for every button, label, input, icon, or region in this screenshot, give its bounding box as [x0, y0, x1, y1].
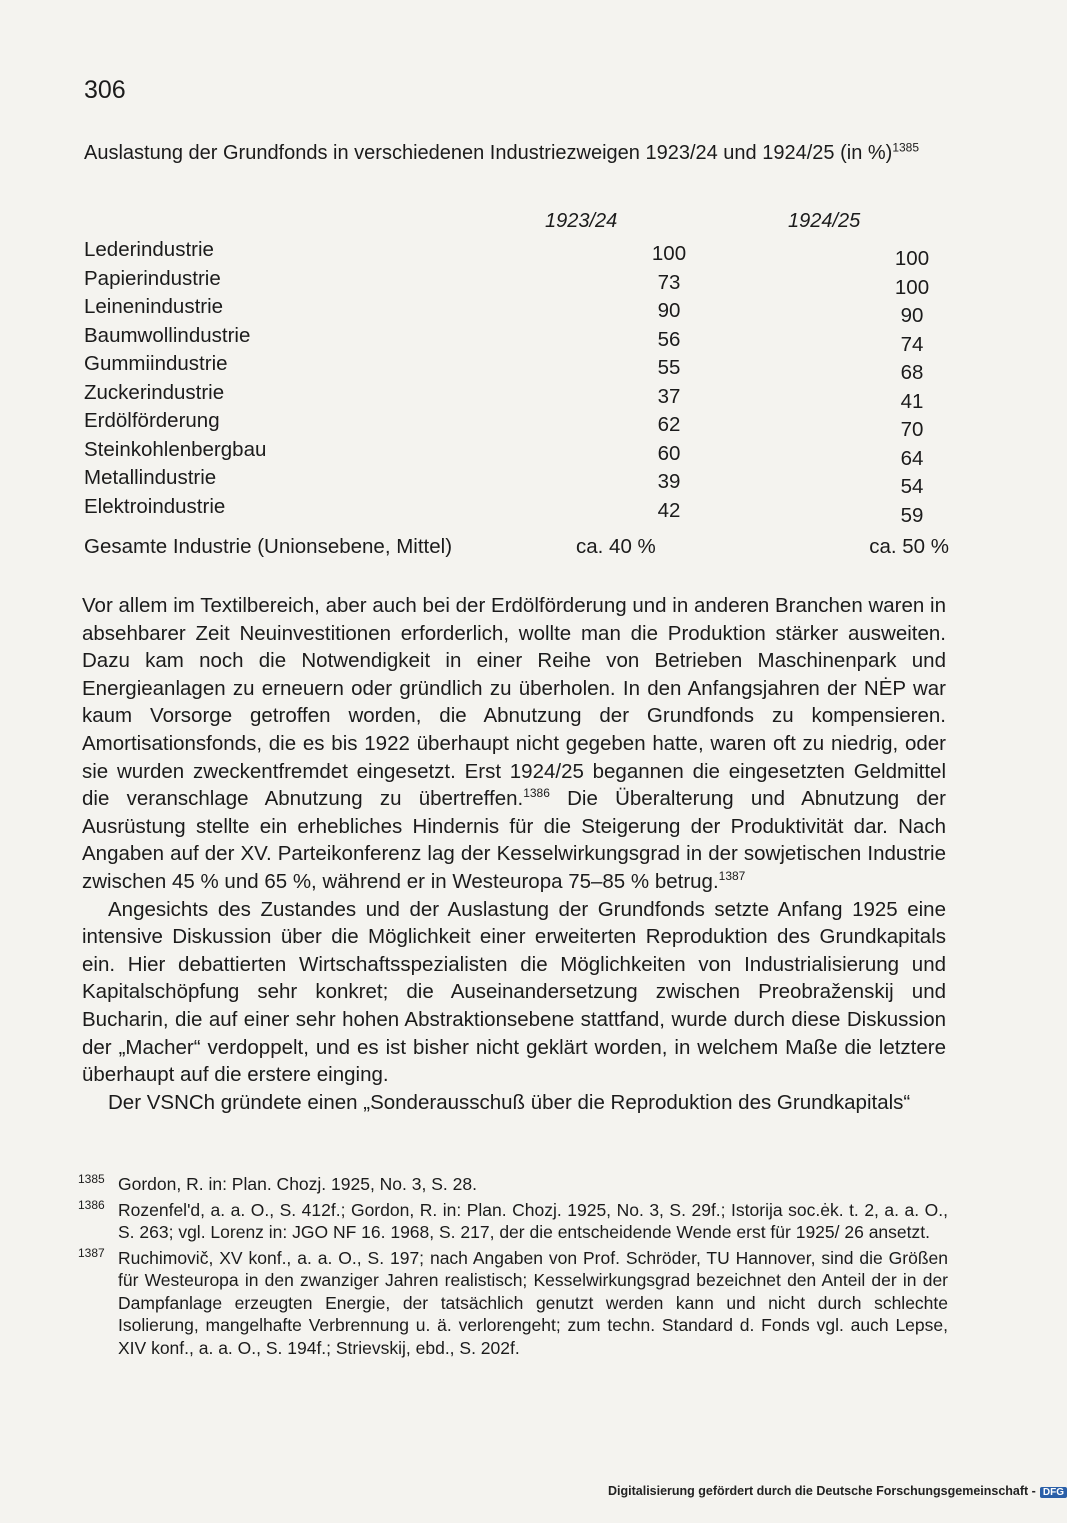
- footnote-number: 1387: [78, 1245, 105, 1260]
- table-total-row: [84, 535, 949, 563]
- value-1924-25: 100: [894, 275, 930, 299]
- body-text: [82, 592, 946, 1116]
- footnote-ref[interactable]: 1387: [718, 869, 746, 884]
- dfg-logo: DFG: [1040, 1487, 1067, 1498]
- value-1923-24: 100: [651, 242, 687, 265]
- footnote: [78, 1199, 948, 1244]
- footnote-number: 1385: [78, 1172, 105, 1186]
- table-row: [84, 466, 924, 498]
- paragraph: Angesichts des Zustandes und der Auslastung der Grundfonds setzte Anfang 1925 eine intensive Diskussion über die Möglichkeit einer erweiterten Reproduktion des Grundkapitals ein. Hier debattierten Wirtschaftsspezialisten die Möglichkeiten von Industrialisierung und Kapitalschöpfung sehr konkret; die Auseinandersetzung zwischen Preobraženskij und Bucharin, die auf einer sehr hohen Abstraktionsebene stattfand, wurde durch diese Diskussion der „Macher“ verdoppelt, und es ist bisher nicht geklärt worden, in welchem Maße die letztere überhaupt auf die erstere einging.: [82, 897, 946, 1087]
- value-1924-25: 90: [900, 304, 924, 327]
- footnote-text: Ruchimovič, XV konf., a. a. O., S. 197; nach Angaben von Prof. Schröder, TU Hannover, sind die Größen für Westeuropa in den zwanziger Jahren realistisch; Kesselwirkungsgrad bezeichnet den Anteil der in der Dampfanlage erzeugten Energie, der tatsächlich genutzt werden kann und nicht durch schlechte Isolierung, mangelhafte Verbrennung u. ä. verlorengeht; zum techn. Standard d. Fonds vgl. auch Lepse, XIV konf., a. a. O., S. 194f.; Strievskij, ebd., S. 202f.: [118, 1247, 948, 1358]
- footnotes: [78, 1173, 948, 1362]
- table-row: [84, 266, 930, 299]
- table-caption-text: Auslastung der Grundfonds in verschiedenen Industriezweigen 1923/24 und 1924/25 (in %): [84, 142, 893, 164]
- row-label: Metallindustrie: [84, 466, 217, 489]
- value-1924-25: 68: [900, 361, 924, 384]
- footnote: [78, 1247, 948, 1360]
- total-1924-25: ca. 50 %: [869, 535, 949, 558]
- value-1924-25: 64: [900, 446, 924, 470]
- value-1923-24: 39: [657, 470, 681, 493]
- table-row: [84, 494, 924, 527]
- column-header-1923-24: 1923/24: [545, 210, 618, 232]
- value-1924-25: 54: [900, 475, 924, 498]
- table-row: [84, 380, 924, 413]
- value-1923-24: 56: [657, 327, 681, 351]
- value-1923-24: 42: [657, 498, 681, 522]
- value-1923-24: 62: [657, 413, 681, 436]
- footnote-number: 1386: [78, 1197, 105, 1212]
- table-row: [84, 238, 930, 270]
- row-label: Elektroindustrie: [84, 494, 226, 518]
- footnote-ref[interactable]: 1386: [523, 786, 550, 801]
- row-label: Erdölförderung: [84, 409, 220, 432]
- total-label: Gesamte Industrie (Unionsebene, Mittel): [84, 535, 453, 558]
- value-1923-24: 60: [657, 441, 681, 465]
- row-label: Steinkohlenbergbau: [84, 437, 267, 461]
- footnote-text: Gordon, R. in: Plan. Chozj. 1925, No. 3, S. 28.: [118, 1174, 477, 1194]
- footnote: [78, 1173, 948, 1196]
- value-1924-25: 59: [900, 503, 924, 527]
- column-header-1924-25: 1924/25: [788, 210, 861, 232]
- table-row: [84, 323, 924, 356]
- row-label: Gummiindustrie: [84, 352, 228, 375]
- footnote-ref[interactable]: 1385: [892, 140, 920, 155]
- digitization-credit: [608, 1484, 1067, 1498]
- value-1923-24: 55: [657, 356, 681, 379]
- value-1924-25: 70: [900, 418, 924, 441]
- value-1924-25: 41: [900, 389, 924, 413]
- page-number: 306: [84, 76, 126, 104]
- value-1923-24: 73: [657, 270, 681, 294]
- value-1924-25: 100: [894, 247, 930, 270]
- table-row: [84, 409, 924, 441]
- table-row: [84, 295, 924, 327]
- total-1923-24: ca. 40 %: [576, 535, 656, 558]
- row-label: Papierindustrie: [84, 266, 221, 290]
- table-row: [84, 352, 924, 384]
- table-row: [84, 437, 924, 470]
- paragraph: Der VSNCh gründete einen „Sonderausschuß über die Reproduktion des Grundkapitals“: [108, 1090, 911, 1114]
- credit-text: Digitalisierung gefördert durch die Deutsche Forschungsgemeinschaft -: [608, 1484, 1036, 1498]
- value-1923-24: 90: [657, 299, 681, 322]
- row-label: Lederindustrie: [84, 238, 214, 261]
- footnote-text: Rozenfel'd, a. a. O., S. 412f.; Gordon, R. in: Plan. Chozj. 1925, No. 3, S. 29f.; Istorija soc.ėk. t. 2, a. a. O., S. 263; vgl. Lorenz in: JGO NF 16. 1968, S. 217, der die entscheidende Wende erst für 1925/ 26 ansetzt.: [118, 1199, 948, 1242]
- paragraph: [82, 592, 946, 896]
- table-caption: [84, 140, 954, 166]
- row-label: Baumwollindustrie: [84, 323, 251, 347]
- row-label: Zuckerindustrie: [84, 380, 225, 404]
- paragraph-text: Die Überalterung und Abnutzung der Ausrüstung stellte ein erhebliches Hindernis für die Steigerung der Produktivität dar. Nach Angaben auf der XV. Parteikonferenz lag der Kesselwirkungsgrad in der sowjetischen Industrie zwischen 45 % und 65 %, während er in Westeuropa 75–85 % betrug.: [82, 787, 946, 893]
- paragraph-text: Vor allem im Textilbereich, aber auch bei der Erdölförderung und in anderen Branchen waren in absehbarer Zeit Neuinvestitionen erforderlich, wollte man die Produktion stärker ausweiten. Dazu kam noch die Notwendigkeit in einer Reihe von Betrieben Maschinenpark und Energieanlagen zu erneuern oder gründlich zu überholen. In den Anfangsjahren der NĖP war kaum Vorsorge getroffen worden, die Abnutzung der Grundfonds zu kompensieren. Amortisationsfonds, die es bis 1922 überhaupt nicht gegeben hatte, waren oft zu niedrig, oder sie wurden zweckentfremdet eingesetzt. Erst 1924/25 begannen die eingesetzten Geldmittel die veranschlage Abnutzung zu übertreffen.: [82, 594, 946, 811]
- row-label: Leinenindustrie: [84, 295, 224, 318]
- value-1924-25: 74: [900, 332, 924, 356]
- value-1923-24: 37: [657, 384, 681, 408]
